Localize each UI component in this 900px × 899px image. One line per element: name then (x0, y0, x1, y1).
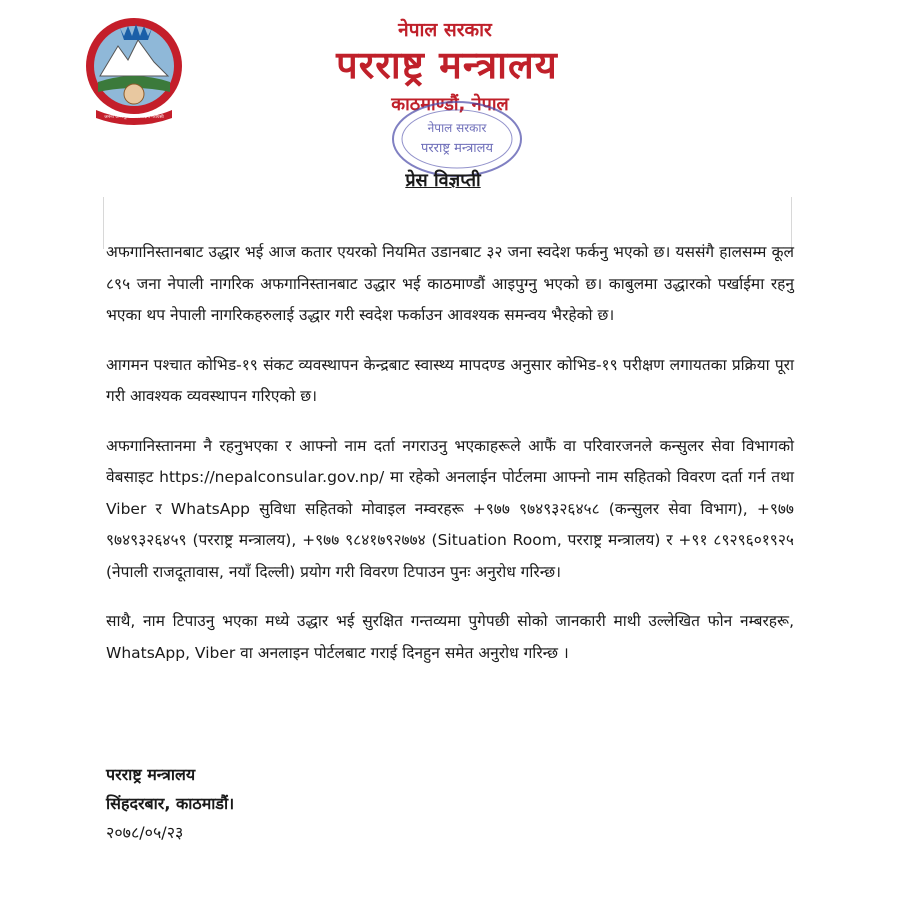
press-release-title: प्रेस विज्ञप्ती (405, 170, 481, 191)
government-name: नेपाल सरकार (398, 19, 492, 41)
press-release-body (106, 237, 794, 687)
paragraph-2: आगमन पश्चात कोभिड-१९ संकट व्यवस्थापन केन्द्रबाट स्वास्थ्य मापदण्ड अनुसार कोभिड-१९ परीक्षण लगायतका प्रक्रिया पूरा गरी आवश्यक व्यवस्थापन गरिएको छ। (106, 355, 794, 405)
signature-address: सिंहदरबार, काठमाडौं। (106, 794, 235, 813)
signature-block (106, 760, 406, 847)
city-name: काठमाण्डौं, नेपाल (391, 94, 509, 115)
paragraph-1: अफगानिस्तानबाट उद्धार भई आज कतार एयरको नियमित उडानबाट ३२ जना स्वदेश फर्कनु भएको छ। यससंगै हालसम्म कूल ८९५ जना नेपाली नागरिक अफगानिस्तानबाट उद्धार भई काठमाण्डौं आइपुग्नु भएको छ। काबुलमा उद्धारको पर्खाईमा रहनु भएका थप नेपाली नागरिकहरुलाई उद्धार गरी स्वदेश फर्काउन आवश्यक समन्वय भैरहेको छ। (106, 243, 794, 324)
emblem-motto: जननी जन्मभूमिश्च स्वर्गादपि गरीयसी (104, 115, 164, 120)
frame-line-left (103, 197, 104, 249)
paragraph-3: अफगानिस्तानमा नै रहनुभएका र आफ्नो नाम दर्ता नगराउनु भएकाहरूले आफैं वा परिवारजनले कन्सुलर सेवा विभागको वेबसाइट https://nepalconsular.gov.np/ मा रहेको अनलाईन पोर्टलमा आफ्नो नाम सहितको विवरण दर्ता गर्न तथा Viber र WhatsApp सुविधा सहितको मोवाइल नम्वरहरू +९७७ ९७४९३२६४५८ (कन्सुलर सेवा विभाग), +९७७ ९७४९३२६४५९ (परराष्ट्र मन्त्रालय), +९७७ ९८४१७९२७७४ (Situation Room, परराष्ट्र मन्त्रालय) र +९१ ८९२९६०१९२५ (नेपाली राजदूतावास, नयाँ दिल्ली) प्रयोग गरी विवरण टिपाउन पुनः अनुरोध गरिन्छ। (106, 436, 794, 581)
stamp-line-1: नेपाल सरकार (427, 121, 487, 135)
ministry-name: परराष्ट्र मन्त्रालय (336, 43, 558, 87)
signature-ministry: परराष्ट्र मन्त्रालय (106, 765, 196, 784)
stamp-line-2: परराष्ट्र मन्त्रालय (420, 141, 494, 156)
paragraph-4: साथै, नाम टिपाउनु भएका मध्ये उद्धार भई सुरक्षित गन्तव्यमा पुगेपछी सोको जानकारी माथी उल्लेखित फोन नम्बरहरू, WhatsApp, Viber वा अनलाइन पोर्टलबाट गराई दिनहुन समेत अनुरोध गरिन्छ । (106, 612, 794, 662)
nepal-emblem-icon (80, 10, 188, 128)
signature-date: २०७८/०५/२३ (106, 823, 184, 842)
